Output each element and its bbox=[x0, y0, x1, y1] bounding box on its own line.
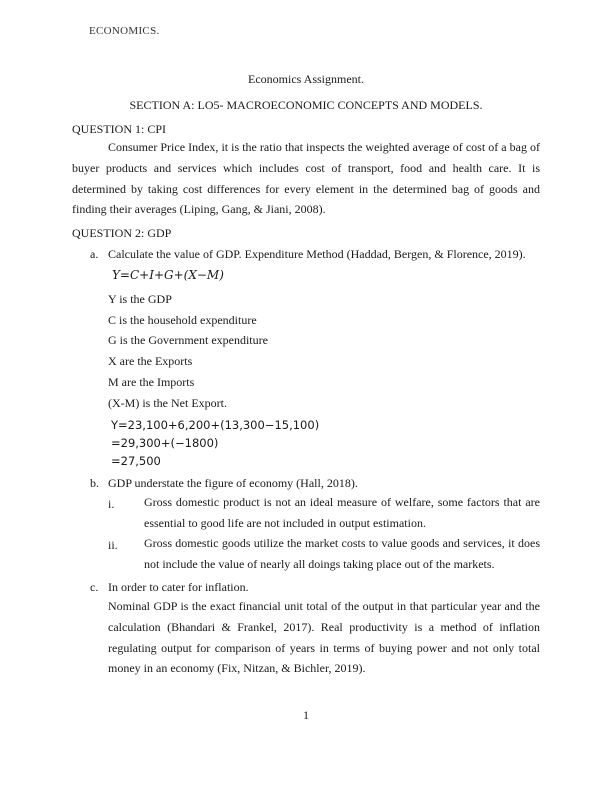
part-a-text: Calculate the value of GDP. Expenditure Method (Haddad, Bergen, & Florence, 2019). bbox=[108, 247, 526, 261]
part-b-item-i-text: Gross domestic product is not an ideal measure of welfare, some factors that are essential to good life are not included in output estimation. bbox=[144, 495, 540, 530]
part-a-marker: a. bbox=[90, 247, 99, 261]
definition-c: C is the household expenditure bbox=[108, 313, 257, 327]
part-c-paragraph: Nominal GDP is the exact financial unit total of the output in that particular year and the calculation (Bhandari & Frankel, 2017). Real productivity is a method of inflation regulating output for comparison of years in terms of buying power and not only total money in an economy (Fix, Nitzan, & Bichler, 2019). bbox=[108, 599, 540, 676]
definition-m: M are the Imports bbox=[108, 375, 195, 389]
part-c-marker: c. bbox=[90, 580, 99, 594]
part-b-text: GDP understate the figure of economy (Hall, 2018). bbox=[108, 476, 358, 490]
calc-line-2: =29,300+(−1800) bbox=[111, 436, 219, 450]
definition-net-export: (X-M) is the Net Export. bbox=[108, 396, 227, 410]
document-title: Economics Assignment. bbox=[248, 72, 364, 86]
calc-line-1: Y=23,100+6,200+(13,300−15,100) bbox=[111, 418, 320, 432]
definition-g: G is the Government expenditure bbox=[108, 333, 268, 347]
question-1-paragraph: Consumer Price Index, it is the ratio that inspects the weighted average of cost of a bag of buyer products and services which includes cost of transport, food and health care. It is determined by taking cost differences for every element in the determined bag of goods and finding their averages (Liping, Gang, & Jiani, 2008). bbox=[72, 140, 540, 217]
question-2-heading: QUESTION 2: GDP bbox=[72, 226, 172, 240]
section-heading: SECTION A: LO5- MACROECONOMIC CONCEPTS AND MODELS. bbox=[129, 98, 483, 112]
definition-x: X are the Exports bbox=[108, 354, 193, 368]
part-b-item-i-marker: i. bbox=[108, 497, 115, 511]
definition-y: Y is the GDP bbox=[108, 292, 172, 306]
running-header: ECONOMICS. bbox=[89, 25, 160, 37]
part-b-marker: b. bbox=[90, 476, 99, 490]
question-1-heading: QUESTION 1: CPI bbox=[72, 122, 167, 136]
gdp-formula: Y=C+I+G+(X−M) bbox=[112, 268, 224, 282]
part-b-item-ii-text: Gross domestic goods utilize the market costs to value goods and services, it does not include the value of nearly all doings taking place out of the markets. bbox=[144, 536, 540, 571]
part-c-text: In order to cater for inflation. bbox=[108, 580, 249, 594]
page-number: 1 bbox=[303, 708, 309, 722]
part-b-item-ii-marker: ii. bbox=[108, 538, 118, 552]
calc-line-3: =27,500 bbox=[111, 454, 161, 468]
